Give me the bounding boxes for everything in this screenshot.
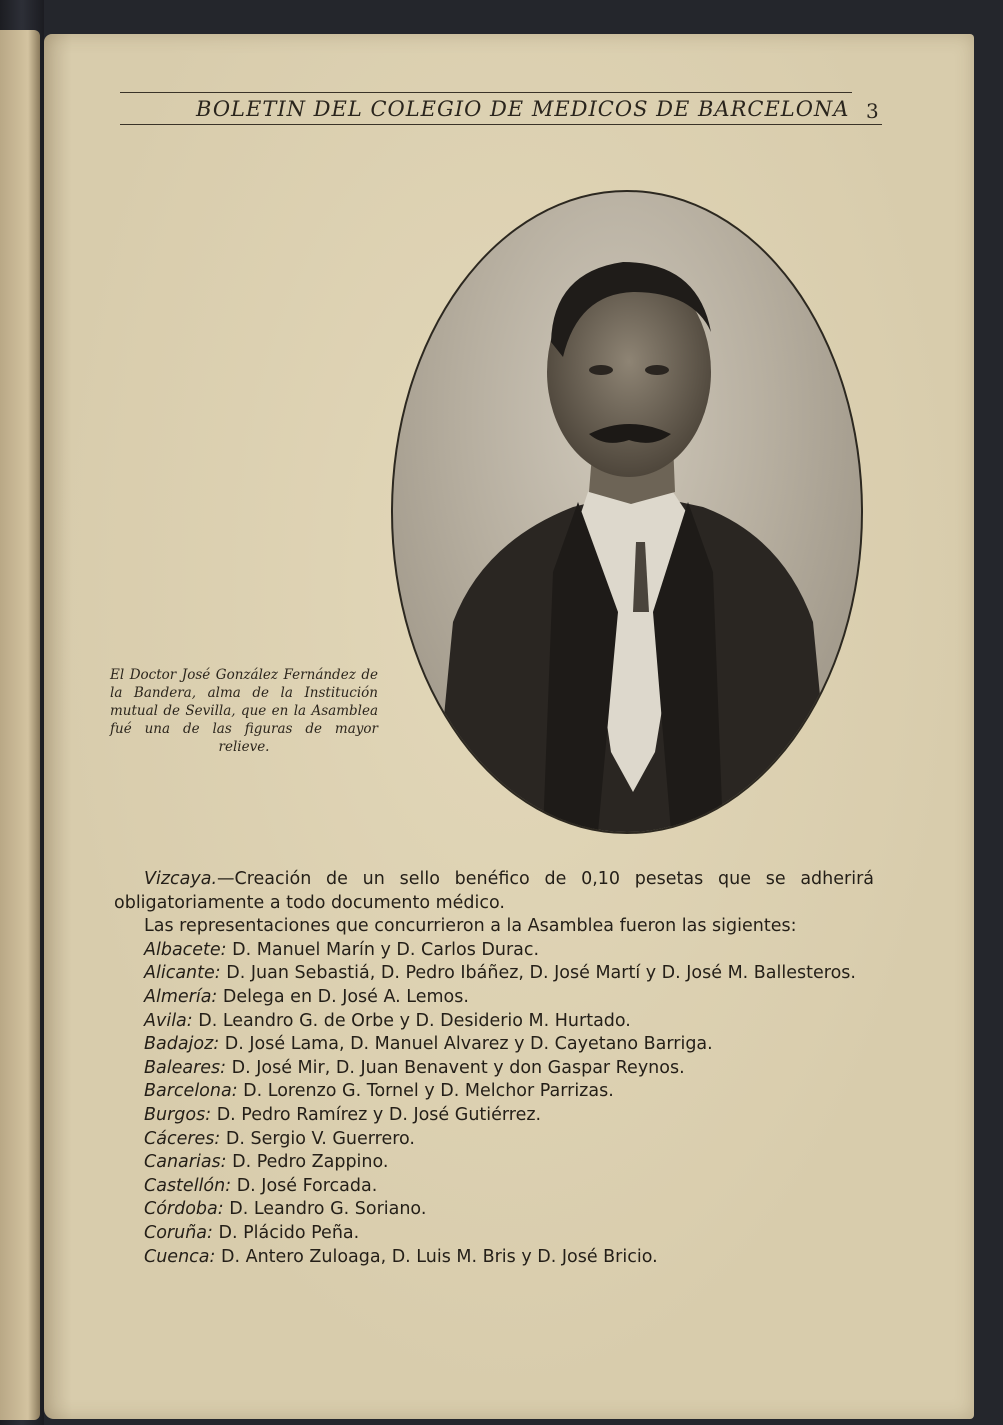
intro-paragraph [114,868,874,915]
list-item [114,1151,874,1175]
province-label: Barcelona: [144,1081,238,1102]
previous-page-edge [0,30,40,1420]
list-item [114,939,874,963]
article-body [114,868,874,1269]
delegate-names: D. José Forcada. [236,1175,378,1196]
header-rule-top [120,92,852,93]
delegate-names: D. Pedro Ramírez y D. José Gutiérrez. [216,1104,542,1125]
portrait-figure-icon [393,192,861,832]
list-item [114,962,874,986]
delegate-names: D. Manuel Marín y D. Carlos Durac. [232,939,540,960]
province-label: Cáceres: [144,1128,221,1149]
delegate-names: D. Pedro Zappino. [232,1152,389,1173]
delegate-names: D. Antero Zuloaga, D. Luis M. Bris y D. José Bricio. [221,1246,658,1267]
delegate-names: D. Sergio V. Guerrero. [225,1128,415,1149]
delegate-names: D. Leandro G. de Orbe y D. Desiderio M. Hurtado. [198,1010,631,1031]
province-label: Canarias: [144,1152,227,1173]
province-label: Castellón: [144,1175,232,1196]
representations-intro: Las representaciones que concurrieron a la Asamblea fueron las sigientes: [144,916,797,937]
delegate-names: D. José Lama, D. Manuel Alvarez y D. Cayetano Barriga. [224,1034,713,1055]
list-item [114,1080,874,1104]
header-rule-bottom [120,124,882,125]
list-item [114,1128,874,1152]
province-label: Córdoba: [144,1199,224,1220]
province-label: Vizcaya. [144,869,218,889]
province-label: Alicante: [144,963,221,984]
delegate-names: D. Lorenzo G. Tornel y D. Melchor Parrizas. [243,1081,614,1102]
province-label: Badajoz: [144,1034,220,1055]
province-label: Avila: [144,1010,193,1031]
delegate-names: D. Plácido Peña. [218,1222,360,1243]
province-label: Almería: [144,986,218,1007]
list-item [114,1010,874,1034]
province-label: Coruña: [144,1222,213,1243]
portrait-photo [391,190,863,834]
province-label: Cuenca: [144,1246,216,1267]
list-item [114,1198,874,1222]
running-header-title: BOLETIN DEL COLEGIO DE MEDICOS DE BARCELONA [196,97,850,121]
photo-caption: El Doctor José González Fernández de la Bandera, alma de la Institución mutual de Sevilla, que en la Asamblea fué una de las figuras de mayor relieve. [110,667,378,755]
list-item [114,1246,874,1270]
page-number: 3 [866,99,879,123]
delegate-names: D. José Mir, D. Juan Benavent y don Gaspar Reynos. [231,1057,685,1078]
list-item [114,1104,874,1128]
delegate-names: Delega en D. José A. Lemos. [222,986,469,1007]
delegate-names: D. Juan Sebastiá, D. Pedro Ibáñez, D. José Martí y D. José M. Ballesteros. [226,963,856,984]
list-item [114,986,874,1010]
list-item [114,1222,874,1246]
province-label: Burgos: [144,1104,212,1125]
list-item [114,1033,874,1057]
province-label: Albacete: [144,939,227,960]
list-item [114,1057,874,1081]
province-label: Baleares: [144,1057,227,1078]
intro-text: —Creación de un sello benéfico de 0,10 pesetas que se adherirá obligatoriamente a todo documento médico. [114,869,874,913]
list-item [114,1175,874,1199]
delegate-names: D. Leandro G. Soriano. [229,1199,427,1220]
